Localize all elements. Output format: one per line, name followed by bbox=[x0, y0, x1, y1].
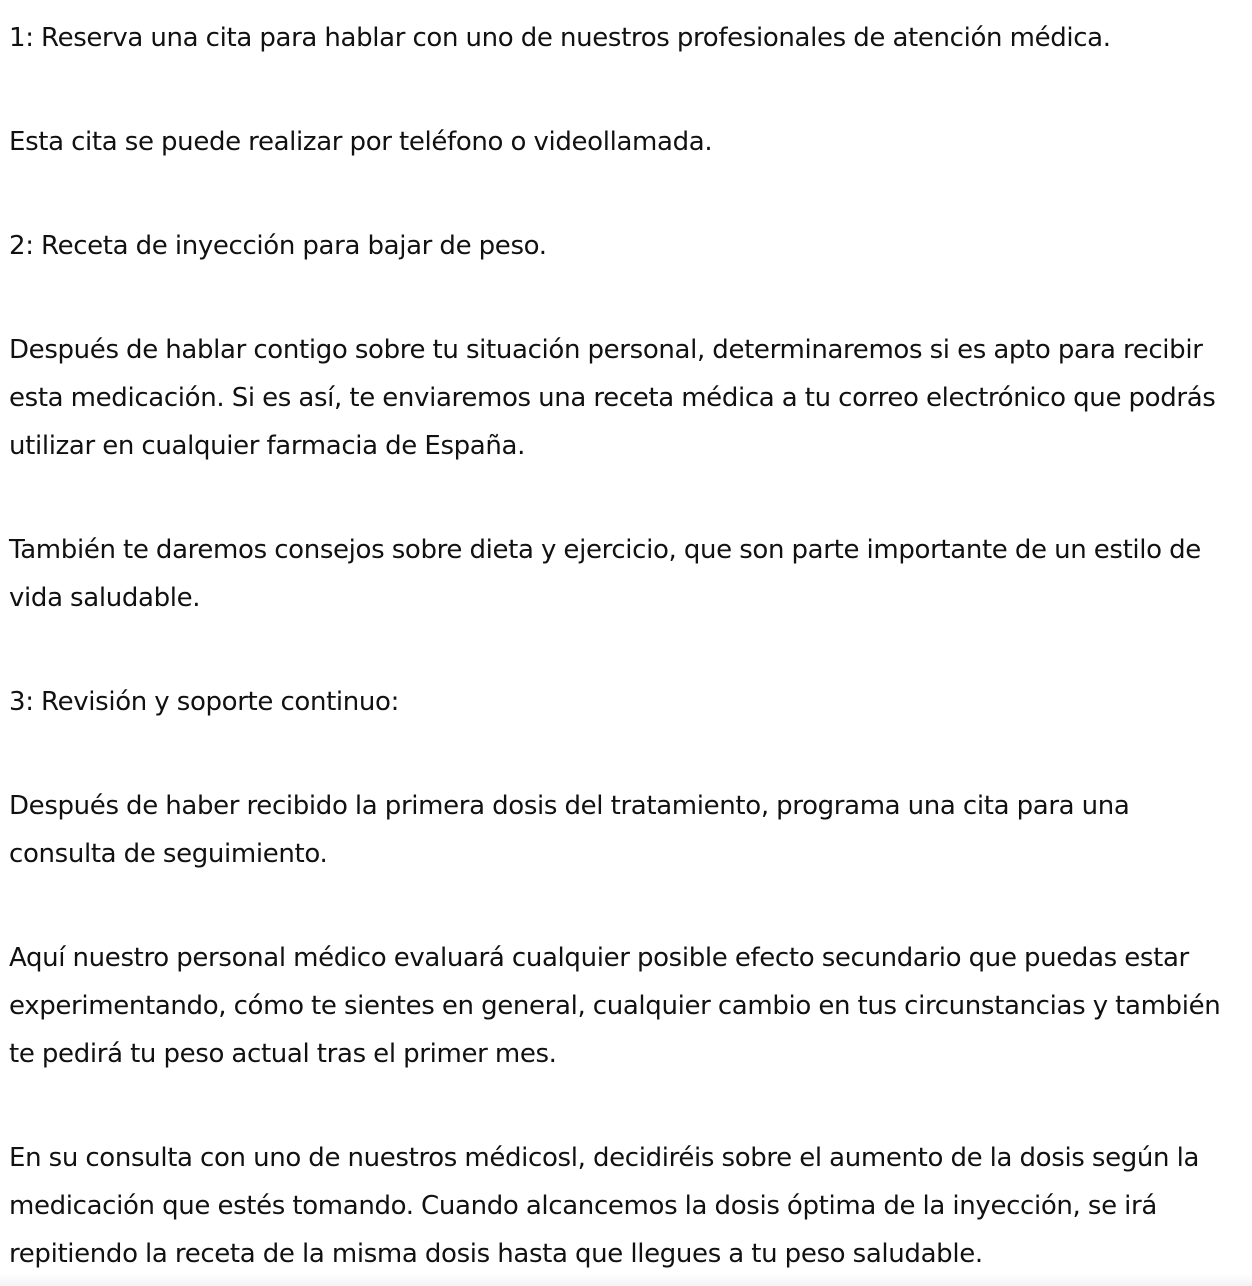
spacer bbox=[9, 166, 1234, 222]
step-3-evaluation-text: Aquí nuestro personal médico evaluará cualquier posible efecto secundario que puedas estar experimentando, cómo te sientes en general, cualquier cambio en tus circunstancias y también te pedirá tu peso actual tras el primer mes. bbox=[9, 943, 1221, 1069]
step-2-advice-text: También te daremos consejos sobre dieta y ejercicio, que son parte importante de un estilo de vida saludable. bbox=[9, 535, 1201, 613]
spacer bbox=[9, 270, 1234, 326]
bottom-fade bbox=[0, 1274, 1252, 1286]
step-1-heading: 1: Reserva una cita para hablar con uno de nuestros profesionales de atención médica. bbox=[9, 23, 1111, 53]
spacer bbox=[9, 622, 1234, 678]
spacer bbox=[9, 1078, 1234, 1134]
step-2-heading: 2: Receta de inyección para bajar de peso. bbox=[9, 231, 547, 261]
spacer bbox=[9, 62, 1234, 118]
step-3-followup-text: Después de haber recibido la primera dosis del tratamiento, programa una cita para una consulta de seguimiento. bbox=[9, 791, 1130, 869]
spacer bbox=[9, 878, 1234, 934]
step-3-dosage-text: En su consulta con uno de nuestros médicosl, decidiréis sobre el aumento de la dosis según la medicación que estés tomando. Cuando alcancemos la dosis óptima de la inyección, se irá repitiendo la receta de la misma dosis hasta que llegues a tu peso saludable. bbox=[9, 1143, 1200, 1269]
document-body bbox=[9, 14, 1234, 1278]
spacer bbox=[9, 470, 1234, 526]
step-2-prescription-text: Después de hablar contigo sobre tu situación personal, determinaremos si es apto para recibir esta medicación. Si es así, te enviaremos una receta médica a tu correo electrónico que podrás utilizar en cualquier farmacia de España. bbox=[9, 335, 1216, 461]
step-1-detail: Esta cita se puede realizar por teléfono o videollamada. bbox=[9, 127, 713, 157]
spacer bbox=[9, 726, 1234, 782]
step-3-heading: 3: Revisión y soporte continuo: bbox=[9, 687, 400, 717]
